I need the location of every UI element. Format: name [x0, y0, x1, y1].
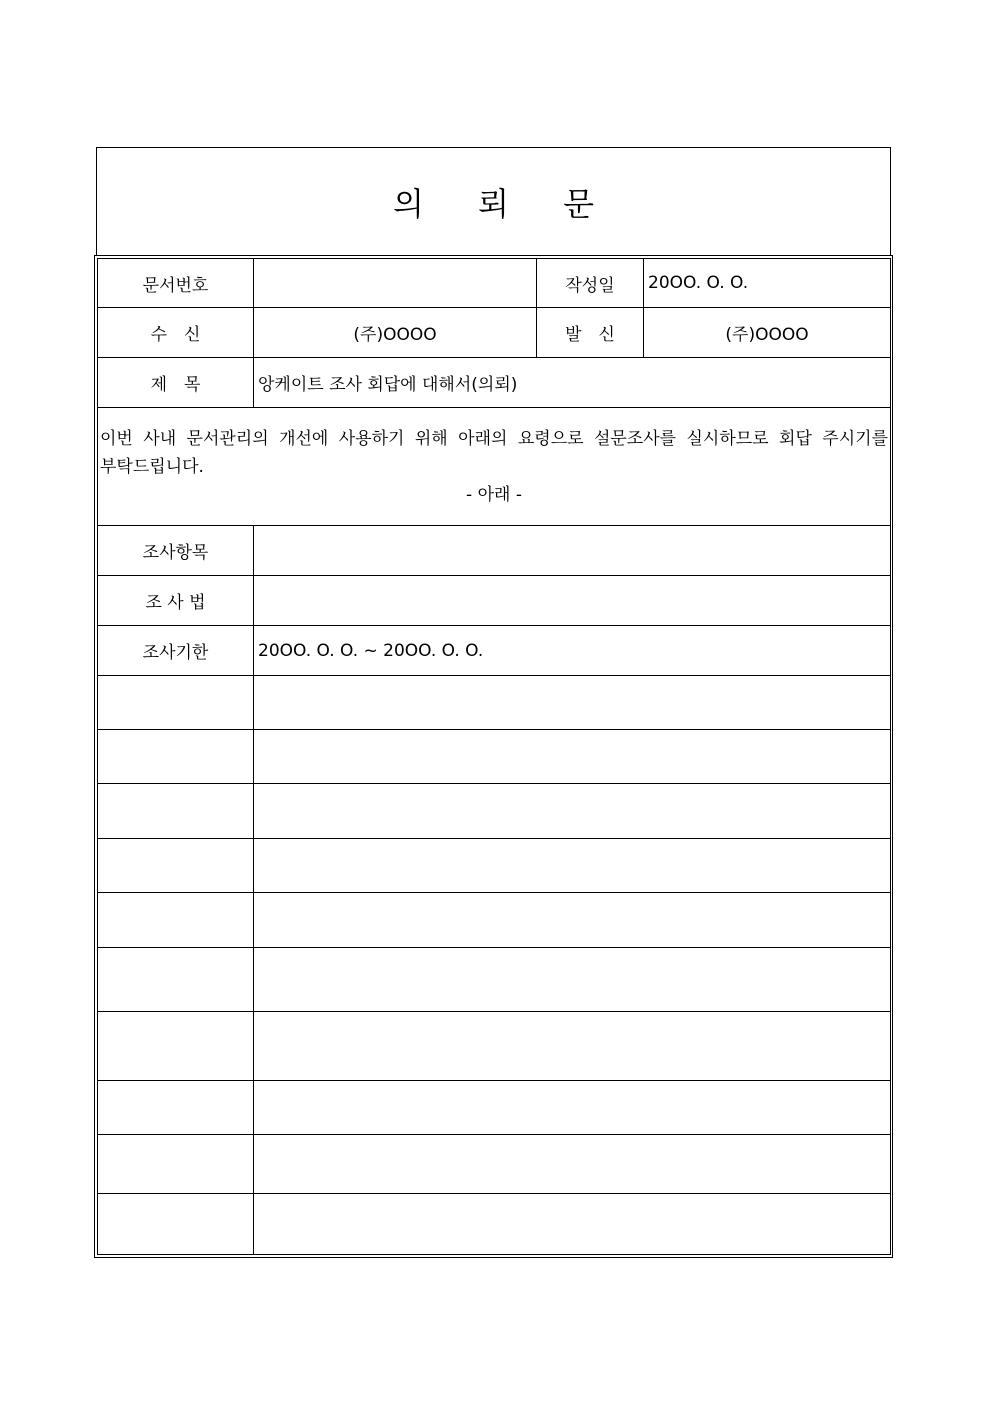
blank-value-cell[interactable] [254, 1081, 891, 1135]
blank-row [98, 784, 891, 839]
to-field[interactable]: (주)OOOO [254, 308, 537, 358]
subject-field[interactable]: 앙케이트 조사 회답에 대해서(의뢰) [254, 358, 891, 408]
subject-row [98, 358, 891, 408]
to-label: 수 신 [98, 308, 254, 358]
blank-label-cell[interactable] [98, 1012, 254, 1081]
survey-deadline-label: 조사기한 [98, 626, 254, 676]
blank-row [98, 1135, 891, 1194]
blank-label-cell[interactable] [98, 948, 254, 1012]
to-from-row [98, 308, 891, 358]
blank-value-cell[interactable] [254, 676, 891, 730]
survey-method-row [98, 576, 891, 626]
blank-row [98, 730, 891, 784]
doc-no-label: 문서번호 [98, 259, 254, 308]
blank-row [98, 839, 891, 893]
body-paragraph: 이번 사내 문서관리의 개선에 사용하기 위해 아래의 요령으로 설문조사를 실시하므로 회답 주시기를 부탁드립니다. [100, 428, 888, 477]
blank-row [98, 1012, 891, 1081]
body-row [98, 408, 891, 526]
blank-row [98, 1194, 891, 1255]
doc-no-row [98, 259, 891, 308]
blank-label-cell[interactable] [98, 893, 254, 948]
date-field[interactable]: 20OO. O. O. [644, 259, 891, 308]
blank-label-cell[interactable] [98, 1135, 254, 1194]
survey-method-label: 조 사 법 [98, 576, 254, 626]
survey-method-field[interactable] [254, 576, 891, 626]
survey-items-field[interactable] [254, 526, 891, 576]
date-label: 작성일 [537, 259, 644, 308]
from-field[interactable]: (주)OOOO [644, 308, 891, 358]
blank-value-cell[interactable] [254, 1012, 891, 1081]
blank-value-cell[interactable] [254, 784, 891, 839]
blank-row [98, 676, 891, 730]
blank-value-cell[interactable] [254, 730, 891, 784]
survey-deadline-row [98, 626, 891, 676]
document-title: 의 뢰 문 [392, 184, 617, 223]
blank-value-cell[interactable] [254, 893, 891, 948]
blank-label-cell[interactable] [98, 839, 254, 893]
form-table [97, 258, 891, 1255]
blank-label-cell[interactable] [98, 730, 254, 784]
blank-label-cell[interactable] [98, 1081, 254, 1135]
doc-no-field[interactable] [254, 259, 537, 308]
blank-value-cell[interactable] [254, 948, 891, 1012]
blank-value-cell[interactable] [254, 839, 891, 893]
blank-row [98, 893, 891, 948]
blank-value-cell[interactable] [254, 1194, 891, 1255]
blank-label-cell[interactable] [98, 1194, 254, 1255]
request-form [94, 255, 893, 1258]
blank-row [98, 948, 891, 1012]
blank-label-cell[interactable] [98, 784, 254, 839]
survey-items-row [98, 526, 891, 576]
blank-value-cell[interactable] [254, 1135, 891, 1194]
from-label: 발 신 [537, 308, 644, 358]
blank-row [98, 1081, 891, 1135]
survey-deadline-field[interactable]: 20OO. O. O. ~ 20OO. O. O. [254, 626, 891, 676]
survey-items-label: 조사항목 [98, 526, 254, 576]
blank-label-cell[interactable] [98, 676, 254, 730]
sub-heading: - 아래 - [466, 484, 522, 505]
body-cell [98, 408, 891, 526]
title-box [96, 147, 891, 256]
subject-label: 제 목 [98, 358, 254, 408]
